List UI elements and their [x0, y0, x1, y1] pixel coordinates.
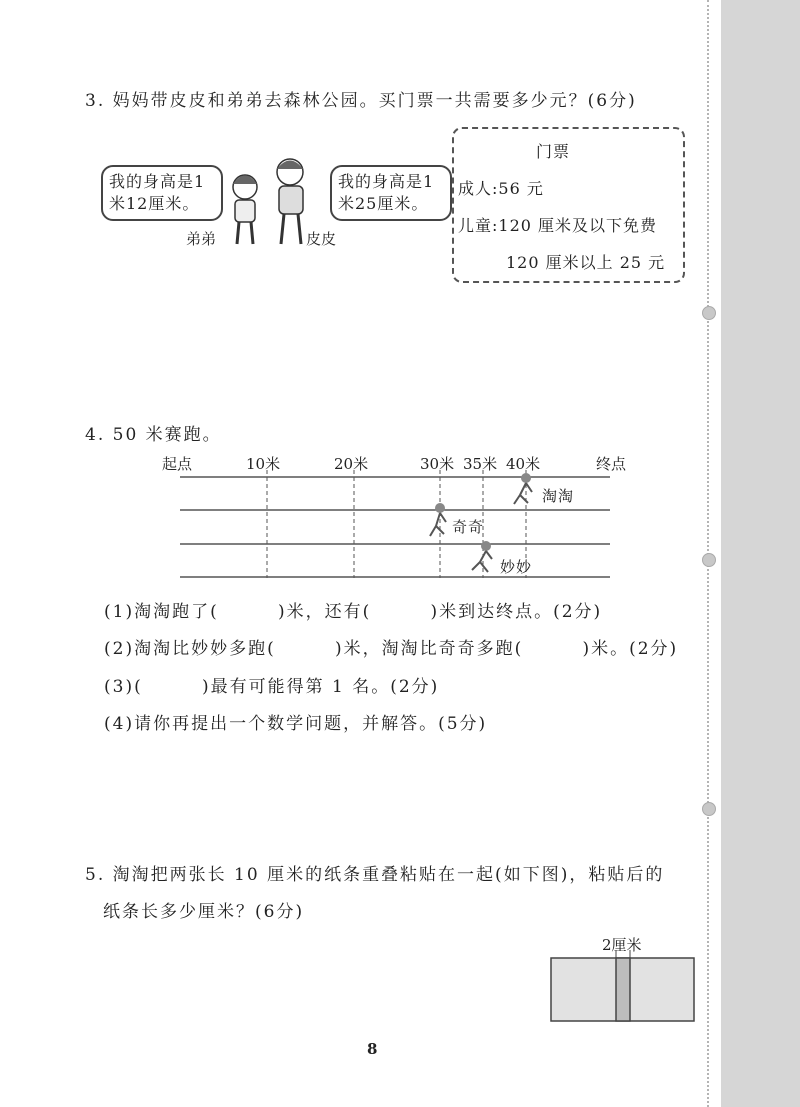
ticket-adult: 成人:56 元: [458, 179, 544, 198]
bubble-right-line2: 米25厘米。: [338, 194, 429, 213]
label-finish: 终点: [596, 455, 627, 473]
ticket-child-free: 儿童:120 厘米及以下免费: [458, 216, 658, 235]
pipi-figure: [277, 159, 303, 244]
page-number: 8: [367, 1040, 378, 1058]
ticket-title: 门票: [536, 142, 571, 161]
binding-hole-3: [702, 802, 716, 816]
q3-text: 3. 妈妈带皮皮和弟弟去森林公园。买门票一共需要多少元？(6分): [85, 91, 637, 111]
q4-sub4: (4)请你再提出一个数学问题，并解答。(5分): [104, 714, 488, 734]
name-brother: 弟弟: [186, 230, 217, 248]
bubble-right-line1: 我的身高是1: [338, 172, 435, 191]
binding-hole-2: [702, 553, 716, 567]
label-35m: 35米: [463, 455, 498, 473]
label-10m: 10米: [246, 455, 281, 473]
runner-taotao: [514, 473, 532, 504]
brother-figure: [233, 175, 257, 244]
q5-line1: 5. 淘淘把两张长 10 厘米的纸条重叠粘贴在一起(如下图)，粘贴后的: [85, 865, 665, 885]
runner-miaomiao: [472, 541, 492, 572]
ticket-child-paid: 120 厘米以上 25 元: [506, 253, 666, 272]
runner-name-taotao: 淘淘: [542, 487, 575, 505]
overlap-label: 2厘米: [602, 936, 642, 954]
bubble-left-line2: 米12厘米。: [109, 194, 200, 213]
label-30m: 30米: [420, 455, 455, 473]
ticket-box: [452, 127, 685, 283]
q5-line2: 纸条长多少厘米？(6分): [103, 902, 305, 922]
runner-qiqi: [430, 503, 446, 536]
name-pipi: 皮皮: [306, 230, 337, 248]
q4-sub3: (3)( )最有可能得第 1 名。(2分): [104, 677, 440, 697]
bubble-left-line1: 我的身高是1: [109, 172, 206, 191]
bubble-right: [330, 165, 452, 221]
side-margin: [721, 0, 800, 1107]
q4-sub2: (2)淘淘比妙妙多跑( )米，淘淘比奇奇多跑( )米。(2分): [104, 639, 679, 659]
label-40m: 40米: [506, 455, 541, 473]
runner-name-miaomiao: 妙妙: [500, 558, 533, 576]
bubble-left: [101, 165, 223, 221]
label-start: 起点: [162, 455, 193, 473]
q4-sub1: (1)淘淘跑了( )米，还有( )米到达终点。(2分): [104, 602, 603, 622]
paper-strips-diagram: [550, 950, 696, 1024]
binding-hole-1: [702, 306, 716, 320]
label-20m: 20米: [334, 455, 369, 473]
q4-text: 4. 50 米赛跑。: [85, 425, 222, 445]
runner-name-qiqi: 奇奇: [452, 518, 485, 536]
